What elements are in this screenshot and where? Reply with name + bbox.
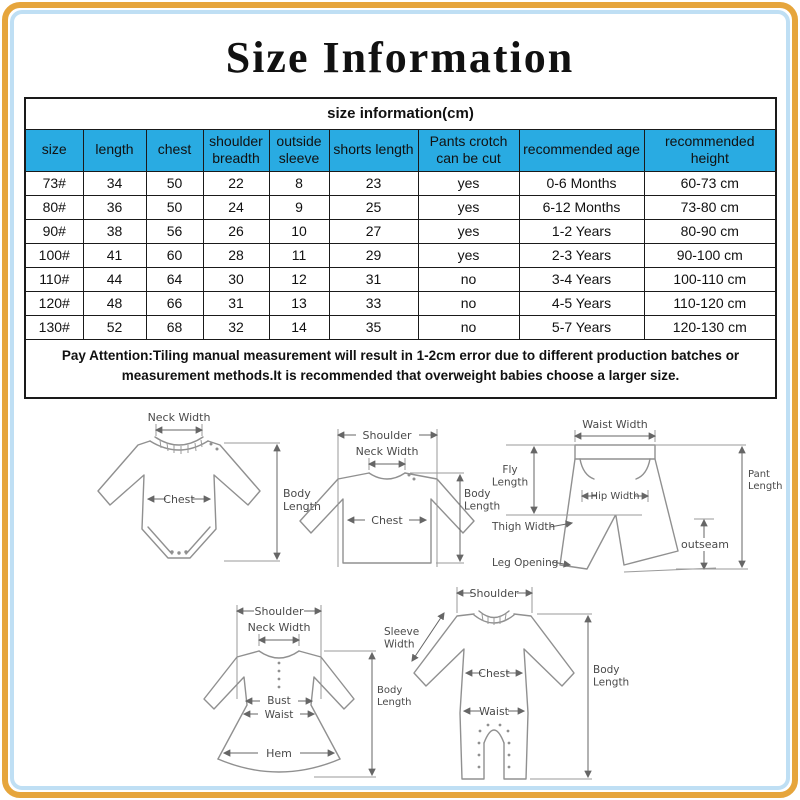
jumpsuit-dimension-lines <box>412 593 592 779</box>
label-shoulder: Shoulder <box>254 605 304 619</box>
table-caption-row <box>25 98 776 129</box>
table-cell: no <box>418 291 519 315</box>
table-caption: size information(cm) <box>25 98 776 129</box>
attention-note: Pay Attention:Tiling manual measurement will result in 1-2cm error due to different production batches or measurement methods.It is recommended that overweight babies choose a larger size. <box>25 339 776 398</box>
size-table <box>24 97 777 399</box>
table-cell: 9 <box>269 195 329 219</box>
table-cell: 13 <box>269 291 329 315</box>
table-cell: 110-120 cm <box>644 291 776 315</box>
table-cell: 24 <box>203 195 269 219</box>
table-cell: 31 <box>203 291 269 315</box>
note-row <box>25 339 776 398</box>
column-header: Pants crotch can be cut <box>418 129 519 171</box>
jumpsuit-garment-outline <box>414 587 574 779</box>
table-cell: 48 <box>83 291 146 315</box>
decorative-outer-border <box>2 2 798 798</box>
table-cell: 60 <box>146 243 203 267</box>
label-chest: Chest <box>478 667 510 681</box>
table-cell: 120-130 cm <box>644 315 776 339</box>
table-cell: 120# <box>25 291 83 315</box>
table-cell: 33 <box>329 291 418 315</box>
table-cell: 28 <box>203 243 269 267</box>
table-cell: 90# <box>25 219 83 243</box>
table-cell: 4-5 Years <box>519 291 644 315</box>
dress-diagram <box>174 601 412 789</box>
decorative-inner-border <box>10 10 790 790</box>
table-cell: 1-2 Years <box>519 219 644 243</box>
bodysuit-diagram <box>84 411 319 579</box>
table-cell: 6-12 Months <box>519 195 644 219</box>
table-row <box>25 267 776 291</box>
jumpsuit-labels <box>384 587 629 718</box>
dress-dimension-lines <box>224 611 376 777</box>
table-cell: 35 <box>329 315 418 339</box>
label-shoulder: Shoulder <box>362 429 412 443</box>
label-pant-length: Pant Length <box>748 469 783 493</box>
table-cell: 80# <box>25 195 83 219</box>
label-body-length: Body Length <box>283 487 321 514</box>
table-cell: 44 <box>83 267 146 291</box>
table-cell: no <box>418 315 519 339</box>
table-cell: 38 <box>83 219 146 243</box>
table-cell: 68 <box>146 315 203 339</box>
label-fly-length: Fly Length <box>491 464 529 489</box>
table-header-row <box>25 129 776 171</box>
table-row <box>25 291 776 315</box>
column-header: shoulder breadth <box>203 129 269 171</box>
table-cell: 60-73 cm <box>644 171 776 195</box>
table-cell: 100# <box>25 243 83 267</box>
table-cell: 25 <box>329 195 418 219</box>
table-cell: yes <box>418 171 519 195</box>
table-cell: 5-7 Years <box>519 315 644 339</box>
pants-labels <box>491 418 783 569</box>
label-sleeve-width: Sleeve Width <box>384 626 420 651</box>
tshirt-diagram <box>290 425 505 577</box>
label-waist-width: Waist Width <box>582 418 648 432</box>
table-cell: 66 <box>146 291 203 315</box>
table-cell: 80-90 cm <box>644 219 776 243</box>
table-cell: 130# <box>25 315 83 339</box>
table-cell: 50 <box>146 195 203 219</box>
table-cell: 30 <box>203 267 269 291</box>
label-hip-width: Hip Width <box>590 491 640 503</box>
label-neck-width: Neck Width <box>247 621 311 635</box>
table-cell: 11 <box>269 243 329 267</box>
table-row <box>25 243 776 267</box>
table-cell: yes <box>418 243 519 267</box>
table-cell: 56 <box>146 219 203 243</box>
label-waist: Waist <box>264 709 294 722</box>
pants-garment-outline <box>560 445 716 572</box>
measurement-diagrams <box>24 405 783 790</box>
table-cell: 0-6 Months <box>519 171 644 195</box>
label-bust: Bust <box>267 695 291 708</box>
table-cell: 29 <box>329 243 418 267</box>
table-cell: 52 <box>83 315 146 339</box>
label-neck-width: Neck Width <box>147 411 211 425</box>
table-cell: 34 <box>83 171 146 195</box>
label-body-length: Body Length <box>464 488 501 513</box>
column-header: outside sleeve <box>269 129 329 171</box>
table-cell: yes <box>418 219 519 243</box>
table-cell: 32 <box>203 315 269 339</box>
table-cell: 26 <box>203 219 269 243</box>
table-cell: 73# <box>25 171 83 195</box>
pants-diagram <box>490 419 782 579</box>
table-cell: 22 <box>203 171 269 195</box>
label-thigh-width: Thigh Width <box>492 521 556 534</box>
column-header: length <box>83 129 146 171</box>
label-shoulder: Shoulder <box>469 587 519 601</box>
table-cell: 23 <box>329 171 418 195</box>
table-cell: 110# <box>25 267 83 291</box>
label-outseam: outseam <box>681 538 729 552</box>
table-row <box>25 171 776 195</box>
table-cell: 73-80 cm <box>644 195 776 219</box>
table-row <box>25 315 776 339</box>
label-body-length: Body Length <box>377 685 412 709</box>
table-cell: 36 <box>83 195 146 219</box>
table-cell: no <box>418 267 519 291</box>
table-cell: 8 <box>269 171 329 195</box>
table-cell: 2-3 Years <box>519 243 644 267</box>
table-cell: 100-110 cm <box>644 267 776 291</box>
label-body-length: Body Length <box>593 664 630 689</box>
label-chest: Chest <box>371 514 403 528</box>
table-cell: 27 <box>329 219 418 243</box>
table-cell: yes <box>418 195 519 219</box>
table-row <box>25 195 776 219</box>
table-cell: 41 <box>83 243 146 267</box>
label-neck-width: Neck Width <box>355 445 419 459</box>
table-cell: 50 <box>146 171 203 195</box>
jumpsuit-diagram <box>382 583 630 790</box>
label-hem: Hem <box>266 747 292 761</box>
table-cell: 31 <box>329 267 418 291</box>
column-header: recommended age <box>519 129 644 171</box>
label-leg-opening: Leg Opening <box>492 557 559 570</box>
table-cell: 3-4 Years <box>519 267 644 291</box>
column-header: chest <box>146 129 203 171</box>
table-cell: 64 <box>146 267 203 291</box>
label-chest: Chest <box>163 493 195 507</box>
column-header: shorts length <box>329 129 418 171</box>
column-header: recommended height <box>644 129 776 171</box>
table-cell: 90-100 cm <box>644 243 776 267</box>
label-waist: Waist <box>478 705 510 719</box>
table-row <box>25 219 776 243</box>
table-cell: 14 <box>269 315 329 339</box>
page-title: Size Information <box>225 33 575 82</box>
column-header: size <box>25 129 83 171</box>
table-cell: 12 <box>269 267 329 291</box>
table-cell: 10 <box>269 219 329 243</box>
